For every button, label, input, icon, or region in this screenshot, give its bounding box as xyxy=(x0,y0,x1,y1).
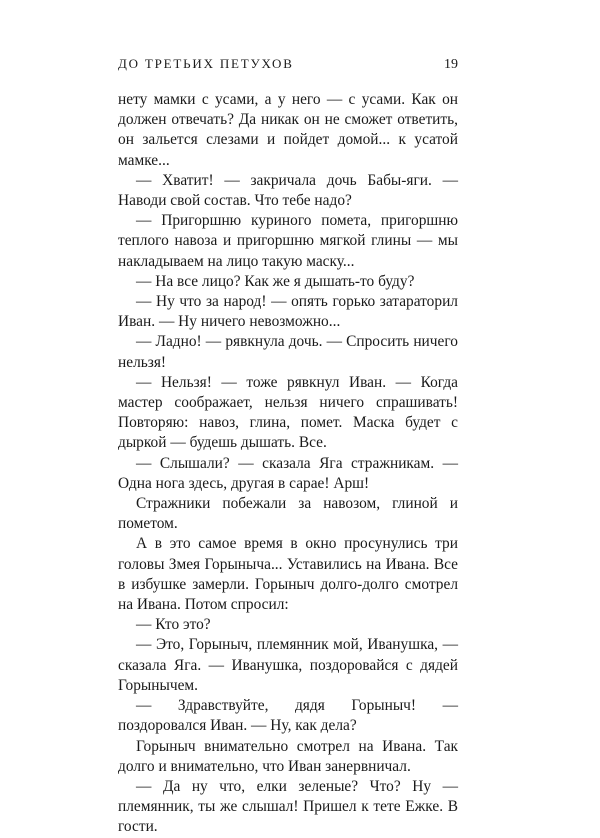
paragraph: А в это самое время в окно просунулись три головы Змея Горыныча... Уставились на Ивана. Все в избушке замерли. Горыныч долго-долго смотрел на Ивана. Потом спросил: xyxy=(118,535,458,614)
paragraph: — Пригоршню куриного помета, пригоршню теплого навоза и пригоршню мягкой глины — мы накладываем на лицо такую маску... xyxy=(118,212,458,270)
paragraph: — Здравствуйте, дядя Горыныч! — поздоровался Иван. — Ну, как дела? xyxy=(118,697,458,735)
paragraph: нету мамки с усами, а у него — с усами. Как он должен отвечать? Да никак он не сможет ответить, он зальется слезами и пойдет домой... к усатой мамке... xyxy=(118,91,458,169)
paragraph: — На все лицо? Как же я дышать-то буду? xyxy=(136,272,415,290)
paragraph: Стражники побежали за навозом, глиной и пометом. xyxy=(118,495,458,533)
page-number: 19 xyxy=(444,57,458,72)
paragraph: — Слышали? — сказала Яга стражникам. — Одна нога здесь, другая в сарае! Арш! xyxy=(118,454,458,492)
running-title: ДО ТРЕТЬИХ ПЕТУХОВ xyxy=(118,56,294,71)
running-header xyxy=(118,56,458,73)
paragraph: — Ну что за народ! — опять горько затараторил Иван. — Ну ничего невозможно... xyxy=(118,293,458,331)
paragraph: — Да ну что, елки зеленые? Что? Ну — племянник, ты же слышал! Пришел к тете Ежке. В гости. xyxy=(118,777,458,836)
paragraph: Горыныч внимательно смотрел на Ивана. Так долго и внимательно, что Иван занервничал. xyxy=(118,737,458,775)
paragraph: — Это, Горыныч, племянник мой, Иванушка, — сказала Яга. — Иванушка, поздоровайся с дядей Горынычем. xyxy=(118,636,458,694)
paragraph: — Хватит! — закричала дочь Бабы-яги. — Наводи свой состав. Что тебе надо? xyxy=(118,171,458,210)
paragraph: — Кто это? xyxy=(136,616,211,634)
paragraph: — Нельзя! — тоже рявкнул Иван. — Когда мастер соображает, нельзя ничего спрашивать! Повторяю: навоз, глина, помет. Маска будет с дыркой — будешь дышать. Все. xyxy=(118,373,458,452)
body-text xyxy=(118,90,458,838)
paragraph: — Ладно! — рявкнула дочь. — Спросить ничего нельзя! xyxy=(118,333,458,371)
